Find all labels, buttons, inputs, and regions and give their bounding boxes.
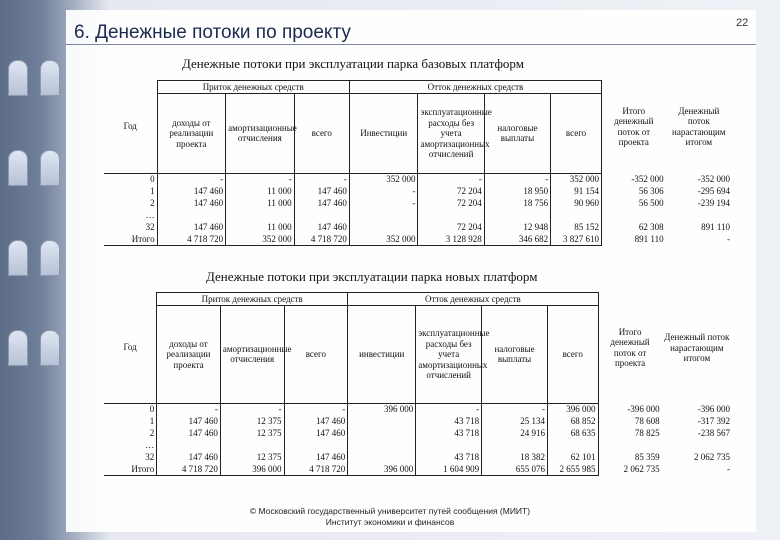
table-cell <box>220 439 284 451</box>
table1-col-cum: Денежный поток нарастающим итогом <box>672 105 726 148</box>
table-cell: -352 000 <box>697 173 730 184</box>
table-cell: 72 204 <box>418 197 484 209</box>
table-cell <box>598 439 662 451</box>
table-cell: 68 852 <box>547 415 598 427</box>
table1-col-income: доходы от реализации проекта <box>157 94 226 173</box>
table1-col-total-out: всего <box>551 94 602 173</box>
table-cell: 32 <box>104 451 157 463</box>
table-cell: 147 460 <box>294 197 349 209</box>
table-cell: 78 608 <box>634 415 660 426</box>
table-row <box>104 197 732 209</box>
table-cell: -396 000 <box>697 403 730 414</box>
table-cell: Итого <box>104 233 157 245</box>
table-cell <box>294 209 349 221</box>
table-cell <box>666 209 732 221</box>
table-cell: 11 000 <box>226 221 295 233</box>
table-cell: 24 916 <box>482 427 548 439</box>
table-cell: 1 <box>104 415 157 427</box>
table2-col-year: Год <box>104 293 157 404</box>
table-cell: 56 306 <box>638 185 664 196</box>
table1-col-year: Год <box>104 81 157 174</box>
table-cell: 18 382 <box>482 451 548 463</box>
table1-title: Денежные потоки при эксплуатации парка базовых платформ <box>182 56 524 71</box>
table2-col-net: Итого денежный поток от проекта <box>610 326 650 369</box>
table2-title: Денежные потоки при эксплуатации парка новых платформ <box>206 269 538 284</box>
table-cell: 891 110 <box>634 233 664 244</box>
footer-institute: Институт экономики и финансов <box>325 517 455 527</box>
table-cell <box>348 415 416 427</box>
table-cell: 396 000 <box>220 463 284 475</box>
table-cell: 2 <box>104 197 157 209</box>
table-cell: 4 718 720 <box>157 463 221 475</box>
table-cell: 352 000 <box>349 173 418 185</box>
table-cell: 147 460 <box>157 221 226 233</box>
table2-group-outflow: Отток денежных средств <box>348 293 598 306</box>
table1-col-op: эксплуатационные расходы без учета амортизационных отчислений <box>418 94 484 173</box>
table-row <box>104 173 732 185</box>
table-cell: 352 000 <box>349 233 418 245</box>
table-cell: 90 960 <box>551 197 602 209</box>
table2-col-cum: Денежный поток нарастающим итогом <box>664 332 730 363</box>
table2-col-amort: амортизационные отчисления <box>220 306 284 403</box>
table-cell: 62 101 <box>547 451 598 463</box>
slide-title: 6. Денежные потоки по проекту <box>74 22 351 43</box>
table1 <box>104 80 732 246</box>
table-cell: 56 500 <box>638 197 664 208</box>
table-cell: 2 062 735 <box>623 463 660 474</box>
table-cell: 43 718 <box>416 427 482 439</box>
table-cell: 147 460 <box>157 415 221 427</box>
table-cell <box>484 209 550 221</box>
table-cell <box>482 439 548 451</box>
table-cell: 147 460 <box>157 451 221 463</box>
table-cell: 352 000 <box>551 173 602 185</box>
table-cell: 1 604 909 <box>416 463 482 475</box>
table-cell <box>348 451 416 463</box>
table-row <box>104 439 732 451</box>
table-cell <box>348 439 416 451</box>
table-cell: - <box>157 173 226 185</box>
table-cell: 4 718 720 <box>284 463 348 475</box>
table-cell: -352 000 <box>631 173 664 184</box>
table2-col-tax: налоговые выплаты <box>482 306 548 403</box>
table-cell: 147 460 <box>284 427 348 439</box>
table-cell <box>547 439 598 451</box>
table2-col-total-out: всего <box>547 306 598 403</box>
table-cell: 12 375 <box>220 451 284 463</box>
footer <box>180 506 600 528</box>
table-cell: 2 655 985 <box>547 463 598 475</box>
table-row <box>104 209 732 221</box>
table-cell: -239 194 <box>697 197 730 208</box>
table-cell: -317 392 <box>697 415 730 426</box>
table-cell <box>157 439 221 451</box>
table-cell: 32 <box>104 221 157 233</box>
table-cell: Итого <box>104 463 157 475</box>
table-cell: 0 <box>104 173 157 185</box>
table-cell: - <box>416 403 482 415</box>
table-cell: 3 827 610 <box>551 233 602 245</box>
table2-group-inflow: Приток денежных средств <box>157 293 348 306</box>
table-cell: 85 152 <box>551 221 602 233</box>
table-cell: 78 825 <box>634 427 660 438</box>
table1-col-total-in: всего <box>294 94 349 173</box>
table-cell: 11 000 <box>226 197 295 209</box>
table-cell <box>418 209 484 221</box>
table-cell: - <box>418 173 484 185</box>
table-cell: 655 076 <box>482 463 548 475</box>
table-cell: 43 718 <box>416 451 482 463</box>
table-cell: 68 635 <box>547 427 598 439</box>
table-cell <box>226 209 295 221</box>
table2-col-op: эксплуатационные расходы без учета амортизационных отчислений <box>416 306 482 403</box>
table-cell: 72 204 <box>418 221 484 233</box>
table-cell: 11 000 <box>226 185 295 197</box>
table-cell: 147 460 <box>157 185 226 197</box>
table1-col-invest: Инвестиции <box>349 94 418 173</box>
table-cell: 147 460 <box>284 451 348 463</box>
table-cell: - <box>226 173 295 185</box>
table-cell: 147 460 <box>284 415 348 427</box>
table-row <box>104 233 732 245</box>
table-row <box>104 403 732 415</box>
table-cell: - <box>220 403 284 415</box>
table-cell: - <box>727 233 730 244</box>
table-cell: 18 950 <box>484 185 550 197</box>
table-cell <box>157 209 226 221</box>
table-cell <box>349 209 418 221</box>
table-cell: 0 <box>104 403 157 415</box>
table2 <box>104 292 732 476</box>
footer-university: © Московский государственный университет путей сообщения (МИИТ) <box>249 506 531 516</box>
table-cell: 91 154 <box>551 185 602 197</box>
table-cell: 2 062 735 <box>694 451 730 462</box>
table-row <box>104 427 732 439</box>
table-cell: 396 000 <box>348 403 416 415</box>
table-row <box>104 185 732 197</box>
table-cell: - <box>484 173 550 185</box>
table-cell: - <box>157 403 221 415</box>
table-cell: - <box>284 403 348 415</box>
table-cell: - <box>482 403 548 415</box>
table-cell: 4 718 720 <box>294 233 349 245</box>
table-cell <box>662 439 732 451</box>
table-row <box>104 221 732 233</box>
table-cell: … <box>104 209 157 221</box>
table-cell: 396 000 <box>547 403 598 415</box>
table1-col-net: Итого денежный поток от проекта <box>614 105 654 148</box>
table-cell: 62 308 <box>638 221 664 232</box>
table-cell <box>348 427 416 439</box>
table-cell: 891 110 <box>701 221 730 232</box>
table1-group-outflow: Отток денежных средств <box>349 81 601 94</box>
table-cell <box>416 439 482 451</box>
table-cell: 85 359 <box>634 451 660 462</box>
table2-col-income: доходы от реализации проекта <box>157 306 221 403</box>
table-cell: 147 460 <box>157 197 226 209</box>
page-number: 22 <box>736 17 749 29</box>
table-cell: 12 375 <box>220 427 284 439</box>
table-cell: 147 460 <box>294 221 349 233</box>
table-cell: 2 <box>104 427 157 439</box>
table-cell: 25 134 <box>482 415 548 427</box>
table-cell: 3 128 928 <box>418 233 484 245</box>
table-cell <box>349 221 418 233</box>
table-cell: 43 718 <box>416 415 482 427</box>
header-rule <box>66 44 756 45</box>
table-cell: -238 567 <box>697 427 730 438</box>
table-cell: 12 375 <box>220 415 284 427</box>
table-cell: - <box>349 197 418 209</box>
table-cell: 18 756 <box>484 197 550 209</box>
table-cell: 4 718 720 <box>157 233 226 245</box>
table-cell: 12 948 <box>484 221 550 233</box>
table1-group-inflow: Приток денежных средств <box>157 81 349 94</box>
table-cell: - <box>349 185 418 197</box>
table1-col-amort: амортизационные отчисления <box>226 94 295 173</box>
table-cell: … <box>104 439 157 451</box>
table1-col-tax: налоговые выплаты <box>484 94 550 173</box>
table-cell: - <box>727 463 730 474</box>
table-cell: 147 460 <box>294 185 349 197</box>
table-cell: 346 682 <box>484 233 550 245</box>
table-cell: 72 204 <box>418 185 484 197</box>
table-cell <box>551 209 602 221</box>
table-row <box>104 463 732 475</box>
table-cell: 396 000 <box>348 463 416 475</box>
table-cell: -396 000 <box>627 403 660 414</box>
table-cell: -295 694 <box>697 185 730 196</box>
table-cell: 352 000 <box>226 233 295 245</box>
table-row <box>104 451 732 463</box>
table-row <box>104 415 732 427</box>
table-cell: - <box>294 173 349 185</box>
table2-col-invest: инвестиции <box>348 306 416 403</box>
table-cell: 147 460 <box>157 427 221 439</box>
table-cell: 1 <box>104 185 157 197</box>
table-cell <box>601 209 665 221</box>
table2-col-total-in: всего <box>284 306 348 403</box>
table-cell <box>284 439 348 451</box>
